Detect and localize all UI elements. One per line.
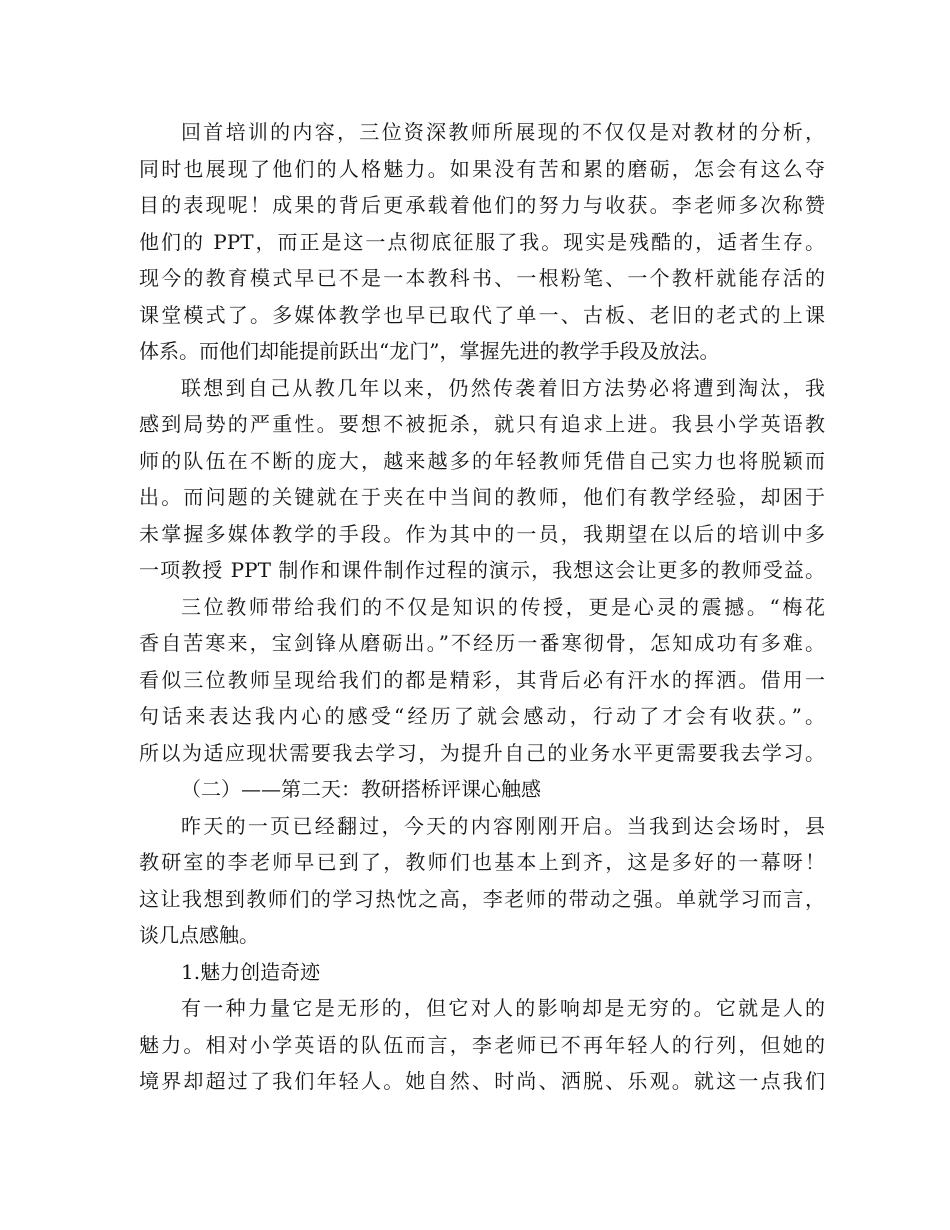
- text-line: 一项教授 PPT 制作和课件制作过程的演示，我想这会让更多的教师受益。: [139, 558, 825, 582]
- text-line: 谈几点感触。: [139, 923, 259, 947]
- paragraph-5: [139, 808, 825, 954]
- paragraph-7: [139, 990, 825, 1100]
- document-body: [139, 114, 825, 1100]
- paragraph-1: [139, 114, 825, 370]
- text-line: 魅力。相对小学英语的队伍而言，李老师已不再年轻人的行列，但她的: [139, 1032, 825, 1057]
- text-line: 香自苦寒来，宝剑锋从磨砺出。”不经历一番寒彻骨，怎知成功有多难。: [139, 631, 825, 655]
- section-heading: [139, 771, 825, 808]
- text-line: 体系。而他们却能提前跃出“龙门”，掌握先进的教学手段及放法。: [139, 339, 720, 363]
- text-line: 现今的教育模式早已不是一本教科书、一根粉笔、一个教杆就能存活的: [139, 266, 825, 290]
- text-line: 出。而问题的关键就在于夹在中当间的教师，他们有教学经验，却困于: [139, 485, 825, 509]
- subheading: [139, 954, 825, 991]
- text-line: 联想到自己从教几年以来，仍然传袭着旧方法势必将遭到淘汰，我: [181, 375, 825, 400]
- text-line: 境界却超过了我们年轻人。她自然、时尚、洒脱、乐观。就这一点我们: [139, 1069, 825, 1093]
- text-line: 同时也展现了他们的人格魅力。如果没有苦和累的磨砺，怎会有这么夺: [139, 156, 825, 181]
- heading-text: （二）——第二天：教研搭桥评课心触感: [181, 777, 541, 801]
- text-line: 他们的 PPT，而正是这一点彻底征服了我。现实是残酷的，适者生存。: [139, 229, 825, 254]
- text-line: 目的表现呢！成果的背后更承载着他们的努力与收获。李老师多次称赞: [139, 193, 825, 217]
- text-line: 教研室的李老师早已到了，教师们也基本上到齐，这是多好的一幕呀！: [139, 850, 825, 874]
- text-line: 回首培训的内容，三位资深教师所展现的不仅仅是对教材的分析，: [181, 120, 825, 144]
- text-line: 未掌握多媒体教学的手段。作为其中的一员，我期望在以后的培训中多: [139, 521, 825, 546]
- text-line: 看似三位教师呈现给我们的都是精彩，其背后必有汗水的挥洒。借用一: [139, 667, 825, 692]
- text-line: 感到局势的严重性。要想不被扼杀，就只有追求上进。我县小学英语教: [139, 412, 825, 436]
- paragraph-2: [139, 370, 825, 589]
- text-line: 句话来表达我内心的感受“经历了就会感动，行动了才会有收获。”。: [139, 704, 825, 728]
- text-line: 昨天的一页已经翻过，今天的内容刚刚开启。当我到达会场时，县: [181, 813, 825, 838]
- paragraph-3: [139, 589, 825, 772]
- text-line: 有一种力量它是无形的，但它对人的影响却是无穷的。它就是人的: [181, 996, 825, 1020]
- text-line: 这让我想到教师们的学习热忱之高，李老师的带动之强。单就学习而言，: [139, 886, 825, 911]
- text-line: 三位教师带给我们的不仅是知识的传授，更是心灵的震撼。“梅花: [181, 594, 825, 619]
- subheading-text: 1.魅力创造奇迹: [181, 959, 321, 984]
- text-line: 所以为适应现状需要我去学习，为提升自己的业务水平更需要我去学习。: [139, 740, 825, 765]
- text-line: 师的队伍在不断的庞大，越来越多的年轻教师凭借自己实力也将脱颖而: [139, 448, 825, 473]
- text-line: 课堂模式了。多媒体教学也早已取代了单一、古板、老旧的老式的上课: [139, 302, 825, 327]
